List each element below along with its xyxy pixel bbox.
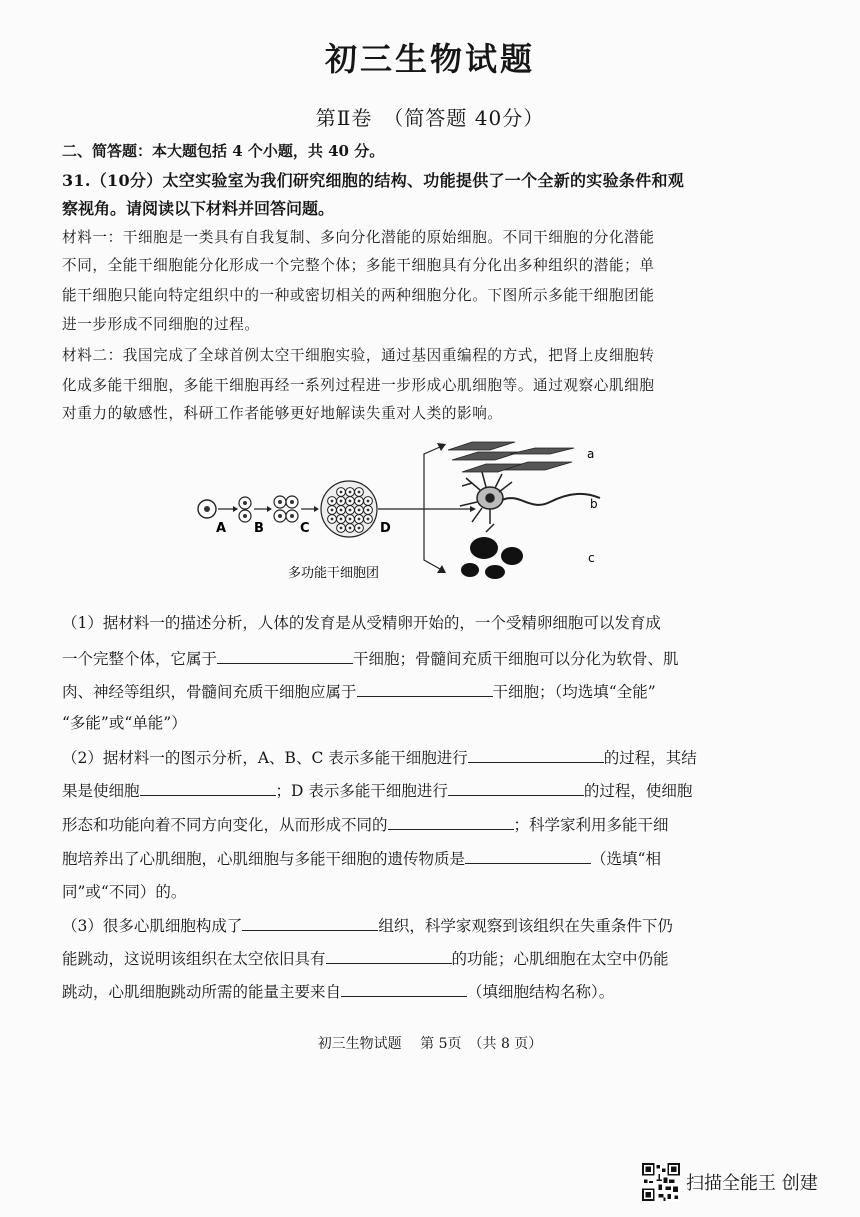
material-1-line: 能干细胞只能向特定组织中的一种或密切相关的两种细胞分化。下图所示多能干细胞团能	[62, 287, 655, 304]
two-cell-stage	[239, 497, 251, 522]
q1-text: 一个完整个体，它属于	[62, 650, 218, 668]
cluster-cell-nucleus	[367, 509, 370, 512]
four-cell-stage	[274, 496, 298, 522]
flat-cells-a	[448, 442, 574, 472]
stem-cell-diagram	[190, 432, 620, 592]
scanner-watermark	[642, 1162, 818, 1202]
output-label-c: c	[588, 551, 595, 565]
q3-line	[62, 914, 802, 936]
cluster-cell-nucleus	[340, 527, 343, 530]
arrow-to-a	[424, 447, 440, 509]
material-1-line: 材料一：干细胞是一类具有自我复制、多向分化潜能的原始细胞。不同干细胞的分化潜能	[62, 229, 655, 246]
output-label-a: a	[587, 447, 595, 461]
q3-text: 组织，科学家观察到该组织在失重条件下仍	[378, 917, 673, 935]
cluster-cell-nucleus	[340, 491, 343, 494]
page-footer: 初三生物试题 第 5页 （共 8 页）	[317, 1036, 543, 1052]
question-31-intro: 31.（10分）太空实验室为我们研究细胞的结构、功能提供了一个全新的实验条件和观	[62, 171, 685, 190]
material-1-line: 不同，全能干细胞能分化形成一个完整个体；多能干细胞具有分化出多种组织的潜能；单	[62, 257, 655, 274]
cluster-cell-nucleus	[358, 500, 361, 503]
q1-line: （1）据材料一的描述分析，人体的发育是从受精卵开始的，一个受精卵细胞可以发育成	[62, 614, 661, 632]
arrow-to-c	[424, 509, 440, 569]
q3-text: （3）很多心肌细胞构成了	[62, 917, 243, 935]
q3-line	[62, 980, 802, 1002]
answer-blank[interactable]	[357, 682, 493, 697]
cluster-cell-nucleus	[340, 500, 343, 503]
cluster-cell-nucleus	[340, 509, 343, 512]
answer-blank[interactable]	[341, 982, 467, 997]
q2-text: ；D 表示多能干细胞进行	[275, 782, 448, 800]
answer-blank[interactable]	[140, 781, 276, 796]
q2-text: （选填“相	[591, 850, 661, 868]
q3-text: 跳动，心肌细胞跳动所需的能量主要来自	[62, 983, 342, 1001]
neuron-cell-b	[460, 472, 600, 532]
figure-caption: 多功能干细胞团	[288, 566, 380, 581]
step-label-d: D	[380, 521, 391, 536]
q2-line	[62, 779, 802, 801]
scanner-label: 扫描全能王 创建	[686, 1173, 818, 1194]
step-label-a: A	[216, 521, 227, 536]
cluster-cell-nucleus	[349, 500, 352, 503]
material-2-line: 化成多能干细胞，多能干细胞再经一系列过程进一步形成心肌细胞等。通过观察心肌细胞	[62, 377, 655, 394]
q2-line	[62, 847, 802, 869]
answer-blank[interactable]	[388, 815, 514, 830]
q3-text: （填细胞结构名称）。	[467, 983, 615, 1001]
q1-line	[62, 647, 802, 669]
stem-cell-cluster	[321, 481, 377, 537]
cluster-cell-nucleus	[358, 509, 361, 512]
q2-text: 果是使细胞	[62, 782, 140, 800]
q1-line	[62, 680, 802, 702]
q3-text: 的功能；心肌细胞在太空中仍能	[451, 950, 669, 968]
q1-line: “多能”或“单能”）	[62, 714, 187, 732]
cluster-cell-nucleus	[358, 491, 361, 494]
material-2-line: 对重力的敏感性，科研工作者能够更好地解读失重对人类的影响。	[62, 405, 503, 422]
cluster-cell-nucleus	[358, 518, 361, 521]
q2-text: 形态和功能向着不同方向变化，从而形成不同的	[62, 816, 388, 834]
cluster-cell-nucleus	[340, 518, 343, 521]
cluster-cell-nucleus	[349, 509, 352, 512]
cluster-cell-nucleus	[331, 509, 334, 512]
cluster-cell-nucleus	[349, 527, 352, 530]
output-label-b: b	[590, 497, 598, 511]
cluster-cell-nucleus	[331, 518, 334, 521]
q2-text: 胞培养出了心肌细胞，心肌细胞与多能干细胞的遗传物质是	[62, 850, 466, 868]
section-heading: 二、简答题：本大题包括 4 个小题，共 40 分。	[62, 142, 385, 160]
q2-text: 的过程，其结	[603, 749, 697, 767]
q1-text: 干细胞；骨髓间充质干细胞可以分化为软骨、肌	[353, 650, 679, 668]
cluster-cell-nucleus	[367, 500, 370, 503]
q2-text: （2）据材料一的图示分析，A、B、C 表示多能干细胞进行	[62, 749, 468, 767]
q3-text: 能跳动，这说明该组织在太空依旧具有	[62, 950, 326, 968]
q3-line	[62, 947, 802, 969]
answer-blank[interactable]	[217, 649, 353, 664]
question-31-intro-2: 察视角。请阅读以下材料并回答问题。	[62, 199, 335, 218]
cluster-cell-nucleus	[331, 500, 334, 503]
cluster-cell-nucleus	[367, 518, 370, 521]
answer-blank[interactable]	[448, 781, 584, 796]
answer-blank[interactable]	[242, 916, 378, 931]
answer-blank[interactable]	[465, 849, 591, 864]
page-title: 初三生物试题	[324, 40, 535, 78]
material-1-line: 进一步形成不同细胞的过程。	[62, 316, 260, 333]
q2-line: 同”或“不同）的。	[62, 883, 187, 901]
q2-text: ；科学家利用多能干细	[513, 816, 669, 834]
q2-line	[62, 813, 802, 835]
cluster-cell-nucleus	[349, 518, 352, 521]
cluster-cell-nucleus	[349, 491, 352, 494]
q2-line	[62, 746, 802, 768]
step-label-b: B	[254, 521, 264, 536]
section-subtitle: 第Ⅱ卷 （简答题 40分）	[315, 106, 545, 130]
material-2-line: 材料二：我国完成了全球首例太空干细胞实验，通过基因重编程的方式，把肾上皮细胞转	[62, 347, 655, 364]
cluster-cell-nucleus	[358, 527, 361, 530]
q1-text: 肉、神经等组织，骨髓间充质干细胞应属于	[62, 683, 357, 701]
qr-code-icon	[642, 1163, 680, 1201]
blood-cells-c	[461, 537, 523, 579]
answer-blank[interactable]	[468, 748, 604, 763]
q2-text: 的过程，使细胞	[583, 782, 693, 800]
q1-text: 干细胞；（均选填“全能”	[492, 683, 656, 701]
step-label-c: C	[300, 521, 310, 536]
answer-blank[interactable]	[326, 949, 452, 964]
zygote-cell	[198, 500, 216, 518]
